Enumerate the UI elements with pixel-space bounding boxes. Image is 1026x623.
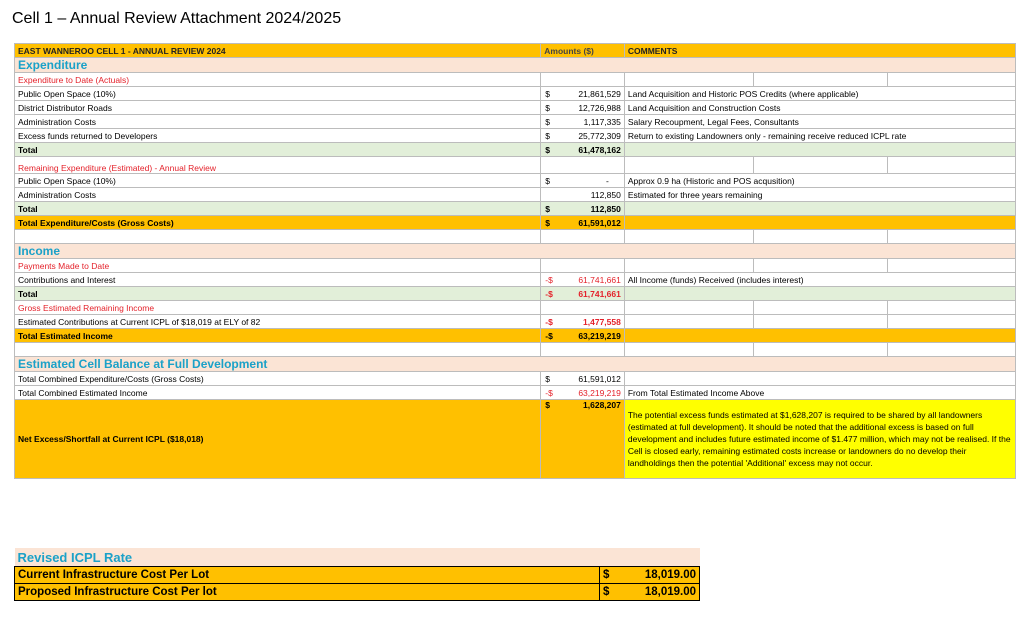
row-label: Total Combined Estimated Income <box>15 386 541 400</box>
currency-symbol: $ <box>545 116 551 127</box>
table-row <box>15 273 1016 287</box>
row-label: Public Open Space (10%) <box>15 174 541 188</box>
currency-symbol: -$ <box>545 316 553 327</box>
table-row <box>15 386 1016 400</box>
revised-title-row <box>15 548 700 567</box>
currency-symbol: $ <box>545 88 551 99</box>
currency-symbol: $ <box>545 203 551 214</box>
grand-total-row <box>15 216 1016 230</box>
currency-symbol: $ <box>545 102 551 113</box>
amount-value: 1,477,558 <box>583 316 621 327</box>
row-label: Public Open Space (10%) <box>15 87 541 101</box>
total-row <box>15 202 1016 216</box>
total-value: 61,478,162 <box>578 144 621 155</box>
amount-value: 112,850 <box>590 189 621 200</box>
net-comment: The potential excess funds estimated at $1,628,207 is required to be shared by all landowners (estimated at full development). It should be noted that the additional excess is based on full development and includes future estimated income of $1.477 million, which may not be realised. If the Cell is closed early, remaining estimated costs increase or landowners do no develop their landholdings then the potential 'Additional' excess may not occur. <box>624 400 1015 479</box>
payments-label: Payments Made to Date <box>15 259 541 273</box>
income-section-row <box>15 244 1016 259</box>
row-comment: All Income (funds) Received (includes interest) <box>624 273 1015 287</box>
table-row <box>15 315 1016 329</box>
row-label: Estimated Contributions at Current ICPL of $18,019 at ELY of 82 <box>15 315 541 329</box>
currency-symbol: $ <box>545 144 551 155</box>
gross-income-label: Gross Estimated Remaining Income <box>15 301 541 315</box>
total-label: Total <box>15 202 541 216</box>
net-label: Net Excess/Shortfall at Current ICPL ($18,018) <box>15 400 541 479</box>
currency-symbol: $ <box>545 373 551 384</box>
current-icpl-label: Current Infrastructure Cost Per Lot <box>15 567 600 584</box>
currency-symbol: $ <box>545 400 551 410</box>
amounts-header: Amounts ($) <box>541 44 625 58</box>
revised-title: Revised ICPL Rate <box>15 548 700 567</box>
total-label: Total <box>15 287 541 301</box>
amount-value: 25,772,309 <box>578 130 621 141</box>
expenditure-section-title: Expenditure <box>15 58 1016 73</box>
row-label: Contributions and Interest <box>15 273 541 287</box>
grand-total-label: Total Estimated Income <box>15 329 541 343</box>
total-value: 112,850 <box>590 203 621 214</box>
row-comment: Return to existing Landowners only - remaining receive reduced ICPL rate <box>624 129 1015 143</box>
total-row <box>15 143 1016 157</box>
total-value: 61,741,661 <box>578 288 621 299</box>
comments-header: COMMENTS <box>624 44 1015 58</box>
row-label: Total Combined Expenditure/Costs (Gross Costs) <box>15 372 541 386</box>
sheet-title: EAST WANNEROO CELL 1 - ANNUAL REVIEW 2024 <box>15 44 541 58</box>
row-comment: From Total Estimated Income Above <box>624 386 1015 400</box>
grand-total-row <box>15 329 1016 343</box>
row-label: Administration Costs <box>15 115 541 129</box>
table-row <box>15 87 1016 101</box>
currency-symbol: -$ <box>545 288 553 299</box>
amount-value: 21,861,529 <box>578 88 621 99</box>
current-icpl-row <box>15 567 700 584</box>
table-row <box>15 115 1016 129</box>
currency-symbol: $ <box>545 130 551 141</box>
table-row <box>15 73 1016 87</box>
row-label: Administration Costs <box>15 188 541 202</box>
review-sheet <box>14 43 1016 479</box>
row-comment: Land Acquisition and Historic POS Credits (where applicable) <box>624 87 1015 101</box>
table-row <box>15 129 1016 143</box>
grand-total-label: Total Expenditure/Costs (Gross Costs) <box>15 216 541 230</box>
remaining-label: Remaining Expenditure (Estimated) - Annual Review <box>15 157 541 174</box>
row-comment: Land Acquisition and Construction Costs <box>624 101 1015 115</box>
currency-symbol: -$ <box>545 274 553 285</box>
amount-value: 61,741,661 <box>578 274 621 285</box>
row-comment: Salary Recoupment, Legal Fees, Consultants <box>624 115 1015 129</box>
actuals-label: Expenditure to Date (Actuals) <box>15 73 541 87</box>
currency-symbol: $ <box>545 217 551 228</box>
table-row <box>15 259 1016 273</box>
row-label: District Distributor Roads <box>15 101 541 115</box>
total-row <box>15 287 1016 301</box>
amount-value: - <box>606 175 609 186</box>
table-row <box>15 372 1016 386</box>
row-label: Excess funds returned to Developers <box>15 129 541 143</box>
table-row <box>15 174 1016 188</box>
net-excess-row <box>15 400 1016 479</box>
table-row <box>15 157 1016 174</box>
currency-symbol: $ <box>600 584 614 601</box>
proposed-icpl-row <box>15 584 700 601</box>
amount-value: 61,591,012 <box>578 373 621 384</box>
currency-symbol: $ <box>545 175 551 186</box>
table-row <box>15 188 1016 202</box>
table-row <box>15 301 1016 315</box>
row-comment: Approx 0.9 ha (Historic and POS acqusition) <box>624 174 1015 188</box>
balance-section-title: Estimated Cell Balance at Full Development <box>15 357 1016 372</box>
amount-value: 63,219,219 <box>578 387 621 398</box>
total-label: Total <box>15 143 541 157</box>
expenditure-section-row <box>15 58 1016 73</box>
net-value: 1,628,207 <box>583 400 621 410</box>
proposed-icpl-value: 18,019.00 <box>614 584 700 601</box>
income-section-title: Income <box>15 244 1016 259</box>
currency-symbol: $ <box>600 567 614 584</box>
currency-symbol: -$ <box>545 387 553 398</box>
table-row <box>15 101 1016 115</box>
currency-symbol: -$ <box>545 330 553 341</box>
grand-total-value: 63,219,219 <box>578 330 621 341</box>
page-title: Cell 1 – Annual Review Attachment 2024/2025 <box>12 10 342 27</box>
grand-total-value: 61,591,012 <box>578 217 621 228</box>
amount-value: 12,726,988 <box>578 102 621 113</box>
header-row <box>15 44 1016 58</box>
proposed-icpl-label: Proposed Infrastructure Cost Per lot <box>15 584 600 601</box>
revised-icpl-table <box>14 548 700 601</box>
current-icpl-value: 18,019.00 <box>614 567 700 584</box>
balance-section-row <box>15 357 1016 372</box>
review-table <box>14 43 1016 479</box>
row-comment: Estimated for three years remaining <box>624 188 1015 202</box>
amount-value: 1,117,335 <box>583 116 621 127</box>
